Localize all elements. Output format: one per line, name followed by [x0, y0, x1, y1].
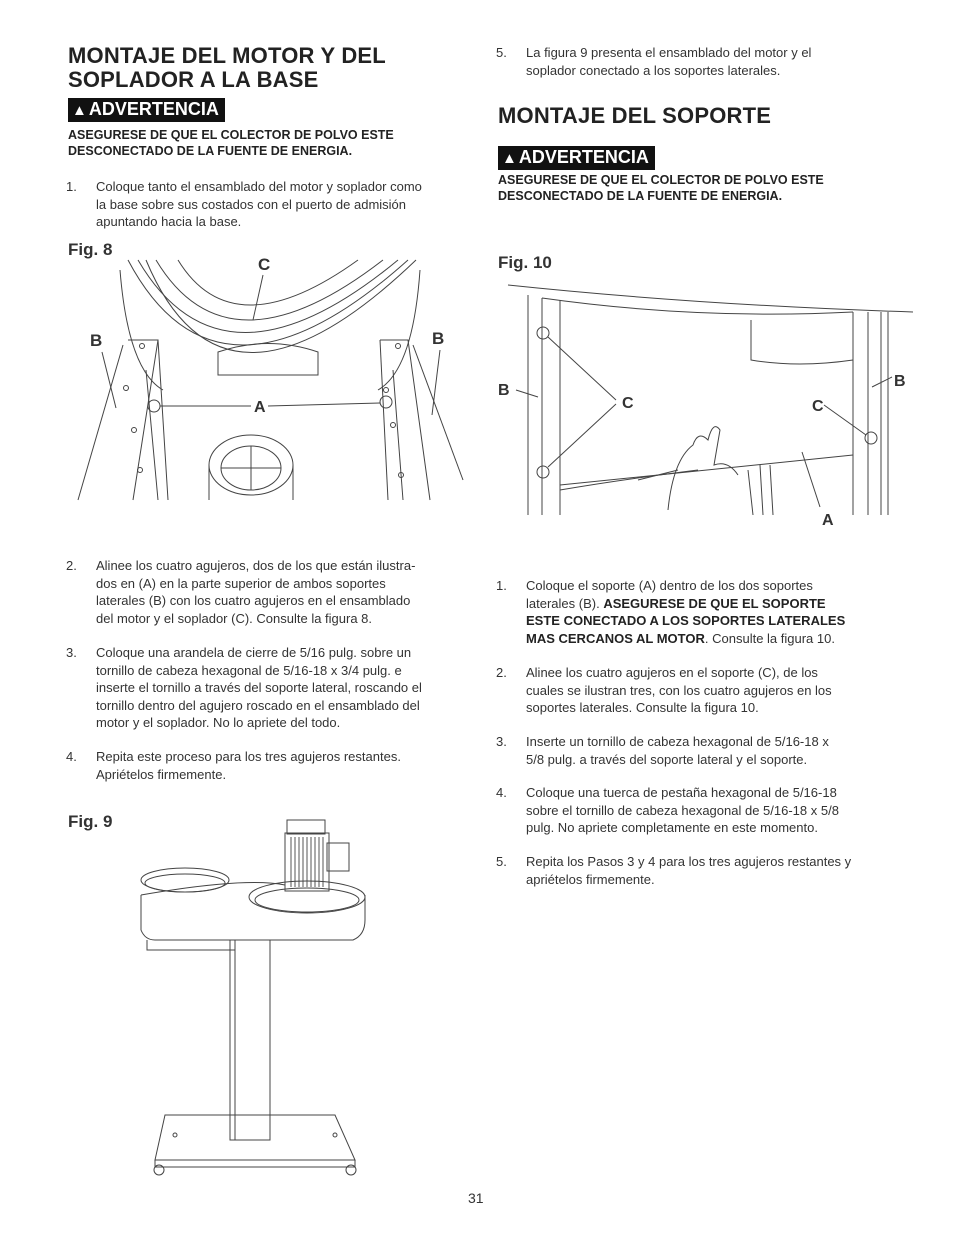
step-item [66, 178, 466, 232]
fig10-callout-b-right: B [894, 373, 906, 390]
step-line: Apriételos firmemente. [96, 766, 227, 782]
fig8-illustration [68, 240, 468, 520]
fig10-callout-a: A [822, 512, 834, 529]
fig8-label: Fig. 8 [68, 240, 113, 259]
step-item [496, 664, 896, 718]
step-line [526, 595, 896, 613]
warning-triangle-icon: ▲ [72, 102, 87, 119]
step-line: sobre el tornillo de cabeza hexagonal de 5/16-18 x 5/8 [526, 802, 839, 818]
step-item [496, 784, 896, 838]
fig10-callout-b-left: B [498, 382, 510, 399]
step-number: 5. [496, 45, 507, 60]
step-text [96, 178, 466, 231]
fig8-callout-c: C [258, 255, 271, 274]
step-line [526, 612, 896, 630]
warning-text-line: DESCONECTADO DE LA FUENTE DE ENERGIA. [498, 189, 783, 203]
step-text [96, 644, 466, 732]
fig8-callout-b-left: B [90, 331, 103, 350]
step-item [66, 557, 466, 629]
page-number: 31 [468, 1190, 484, 1206]
warning-banner-left [68, 98, 225, 122]
step-line: Coloque tanto el ensamblado del motor y soplador como [96, 179, 422, 194]
step-item [66, 644, 466, 734]
step-item [66, 748, 466, 784]
step-line: tornillo dentro del agujero roscado en el ensamblado del [96, 697, 420, 713]
step-text [526, 733, 896, 768]
step-line: pulg. No apriete completamente en este momento. [526, 820, 818, 835]
step-line: la base sobre sus costados con el puerto de admisión [96, 196, 407, 212]
step-line: soportes laterales. Consulte la figura 10. [526, 700, 759, 715]
step-text-bold: ASEGURESE DE QUE EL SOPORTE [603, 595, 826, 611]
step-number: 3. [66, 645, 77, 660]
step-line: tornillo de cabeza hexagonal de 5/16-18 x 3/4 pulg. e [96, 662, 402, 678]
fig10-callout-c-left: C [622, 395, 634, 412]
step-text-bold: ESTE CONECTADO A LOS SOPORTES LATERALES [526, 613, 846, 628]
step-line: laterales (B) con los cuatro agujeros en el ensamblado [96, 593, 411, 608]
warning-text-right [498, 172, 824, 204]
fig8-callout-a: A [254, 399, 266, 416]
step-line: dos en (A) en la parte superior de ambos soportes [96, 575, 386, 591]
step-item [496, 44, 896, 80]
step-text-bold: MAS CERCANOS AL MOTOR [526, 630, 705, 646]
step-number: 4. [66, 749, 77, 764]
step-item [496, 733, 896, 769]
step-line: apriételos firmemente. [526, 871, 655, 887]
section-heading-motor [68, 44, 386, 92]
heading-line-1: MONTAJE DEL MOTOR Y DEL [68, 43, 386, 68]
step-text [526, 577, 896, 647]
warning-triangle-icon: ▲ [502, 150, 517, 167]
step-number: 2. [66, 558, 77, 573]
step-number: 1. [496, 578, 507, 593]
step-number: 5. [496, 854, 507, 869]
step-line: soplador conectado a los soportes laterales. [526, 62, 781, 78]
warning-text-line: ASEGURESE DE QUE EL COLECTOR DE POLVO ESTE [498, 173, 824, 187]
step-line: del motor y el soplador (C). Consulte la figura 8. [96, 610, 373, 626]
step-line: Alinee los cuatro agujeros en el soporte (C), de los [526, 665, 818, 680]
step-number: 3. [496, 734, 507, 749]
fig10-illustration [498, 280, 918, 530]
step-text [526, 853, 896, 888]
warning-text-left [68, 127, 394, 159]
step-item [496, 853, 896, 889]
step-line: motor y el soplador. No lo apriete del todo. [96, 715, 341, 730]
step-text-plain: . Consulte la figura 10. [704, 630, 835, 646]
step-line: apuntando hacia la base. [96, 214, 242, 229]
step-text [526, 664, 896, 717]
step-line: Repita los Pasos 3 y 4 para los tres agujeros restantes y [526, 854, 852, 869]
step-line: Coloque una arandela de cierre de 5/16 pulg. sobre un [96, 645, 412, 660]
warning-text-line: ASEGURESE DE QUE EL COLECTOR DE POLVO ESTE [68, 128, 394, 142]
step-item [496, 577, 896, 649]
step-line [526, 630, 896, 648]
step-line: Coloque una tuerca de pestaña hexagonal de 5/16-18 [526, 785, 837, 800]
step-line: Repita este proceso para los tres agujeros restantes. [96, 749, 401, 764]
step-line: cuales se ilustran tres, con los cuatro agujeros en los [526, 682, 832, 698]
step-text-plain: laterales (B). [526, 595, 604, 611]
step-line: 5/8 pulg. a través del soporte lateral y el soporte. [526, 751, 808, 767]
step-number: 2. [496, 665, 507, 680]
fig9-label: Fig. 9 [68, 812, 113, 831]
step-number: 4. [496, 785, 507, 800]
step-text [526, 784, 896, 837]
heading-line-2: SOPLADOR A LA BASE [68, 67, 319, 92]
step-line: Alinee los cuatro agujeros, dos de los que están ilustra- [96, 558, 416, 573]
fig9-illustration [135, 815, 375, 1180]
step-number: 1. [66, 179, 77, 194]
step-line: Inserte un tornillo de cabeza hexagonal de 5/16-18 x [526, 734, 829, 749]
section-heading-soporte: MONTAJE DEL SOPORTE [498, 103, 772, 128]
warning-label: ADVERTENCIA [518, 147, 649, 167]
fig10-callout-c-right: C [812, 398, 824, 415]
step-text [96, 557, 466, 627]
step-line: La figura 9 presenta el ensamblado del motor y el [526, 45, 812, 60]
step-line: inserte el tornillo a través del soporte lateral, roscando el [96, 680, 422, 695]
step-text [96, 748, 466, 783]
step-text [526, 44, 896, 79]
fig8-callout-b-right: B [432, 329, 445, 348]
warning-banner-right [498, 146, 655, 170]
step-line: Coloque el soporte (A) dentro de los dos soportes [526, 578, 813, 593]
warning-label: ADVERTENCIA [88, 99, 219, 119]
fig10-label: Fig. 10 [498, 253, 552, 272]
warning-text-line: DESCONECTADO DE LA FUENTE DE ENERGIA. [68, 144, 353, 158]
